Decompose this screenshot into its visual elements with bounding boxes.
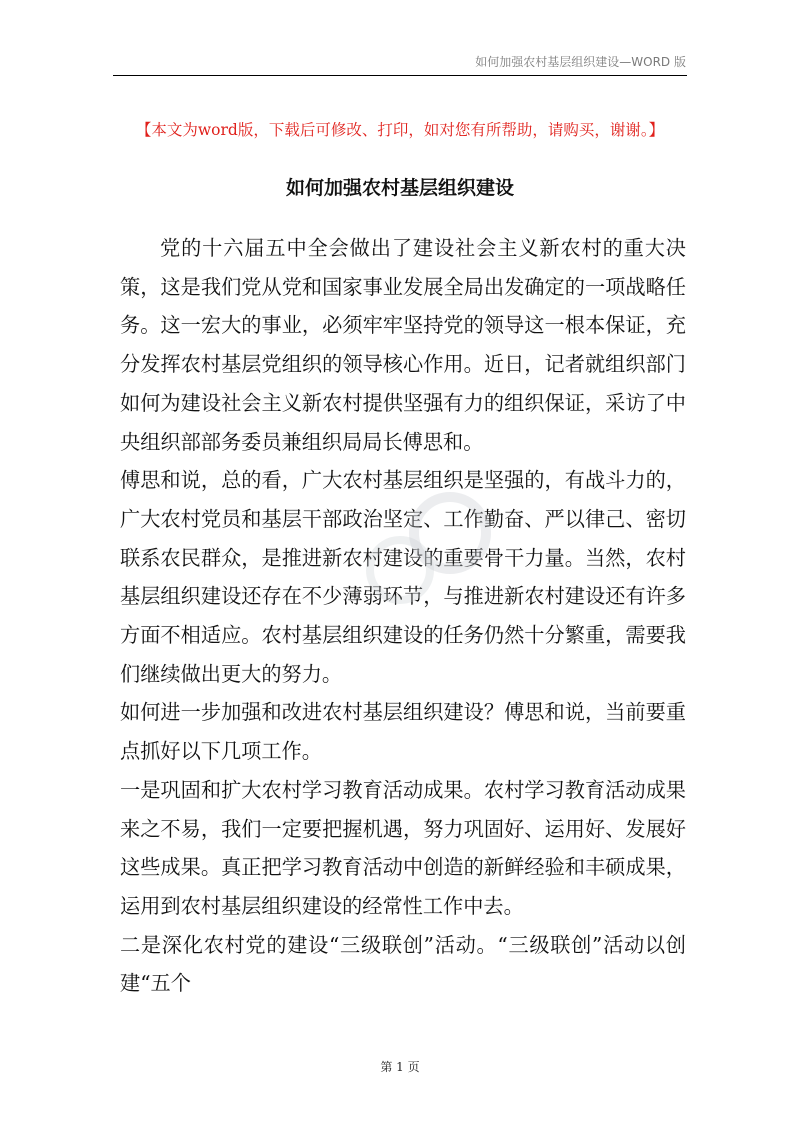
document-body <box>120 229 686 1003</box>
document-title: 如何加强农村基层组织建设 <box>285 177 514 199</box>
paragraph-point-two: 二是深化农村党的建设“三级联创”活动。“三级联创”活动以创建“五个 <box>120 932 686 996</box>
paragraph-question: 如何进一步加强和改进农村基层组织建设？傅思和说，当前要重点抓好以下几项工作。 <box>120 700 686 764</box>
page-header-text: 如何加强农村基层组织建设—WORD 版 <box>475 55 686 69</box>
paragraph-point-one: 一是巩固和扩大农村学习教育活动成果。农村学习教育活动成果来之不易，我们一定要把握机遇，努力巩固好、运用好、发展好这些成果。真正把学习教育活动中创造的新鲜经验和丰硕成果，运用到农村基层组织建设的经常性工作中去。 <box>120 777 686 918</box>
header-divider <box>113 75 687 76</box>
page-number: 第 1 页 <box>380 1060 420 1074</box>
paragraph-intro: 党的十六届五中全会做出了建设社会主义新农村的重大决策，这是我们党从党和国家事业发展全局出发确定的一项战略任务。这一宏大的事业，必须牢牢坚持党的领导这一根本保证，充分发挥农村基层党组织的领导核心作用。近日，记者就组织部门如何为建设社会主义新农村提供坚强有力的组织保证，采访了中央组织部部务委员兼组织局局长傅思和。 <box>120 236 686 454</box>
paragraph-overview: 傅思和说，总的看，广大农村基层组织是坚强的，有战斗力的，广大农村党员和基层干部政治坚定、工作勤奋、严以律己、密切联系农民群众，是推进新农村建设的重要骨干力量。当然，农村基层组织建设还存在不少薄弱环节，与推进新农村建设还有许多方面不相适应。农村基层组织建设的任务仍然十分繁重，需要我们继续做出更大的努力。 <box>120 468 686 686</box>
purchase-notice: 【本文为word版，下载后可修改、打印，如对您有所帮助，请购买，谢谢。】 <box>135 121 665 139</box>
